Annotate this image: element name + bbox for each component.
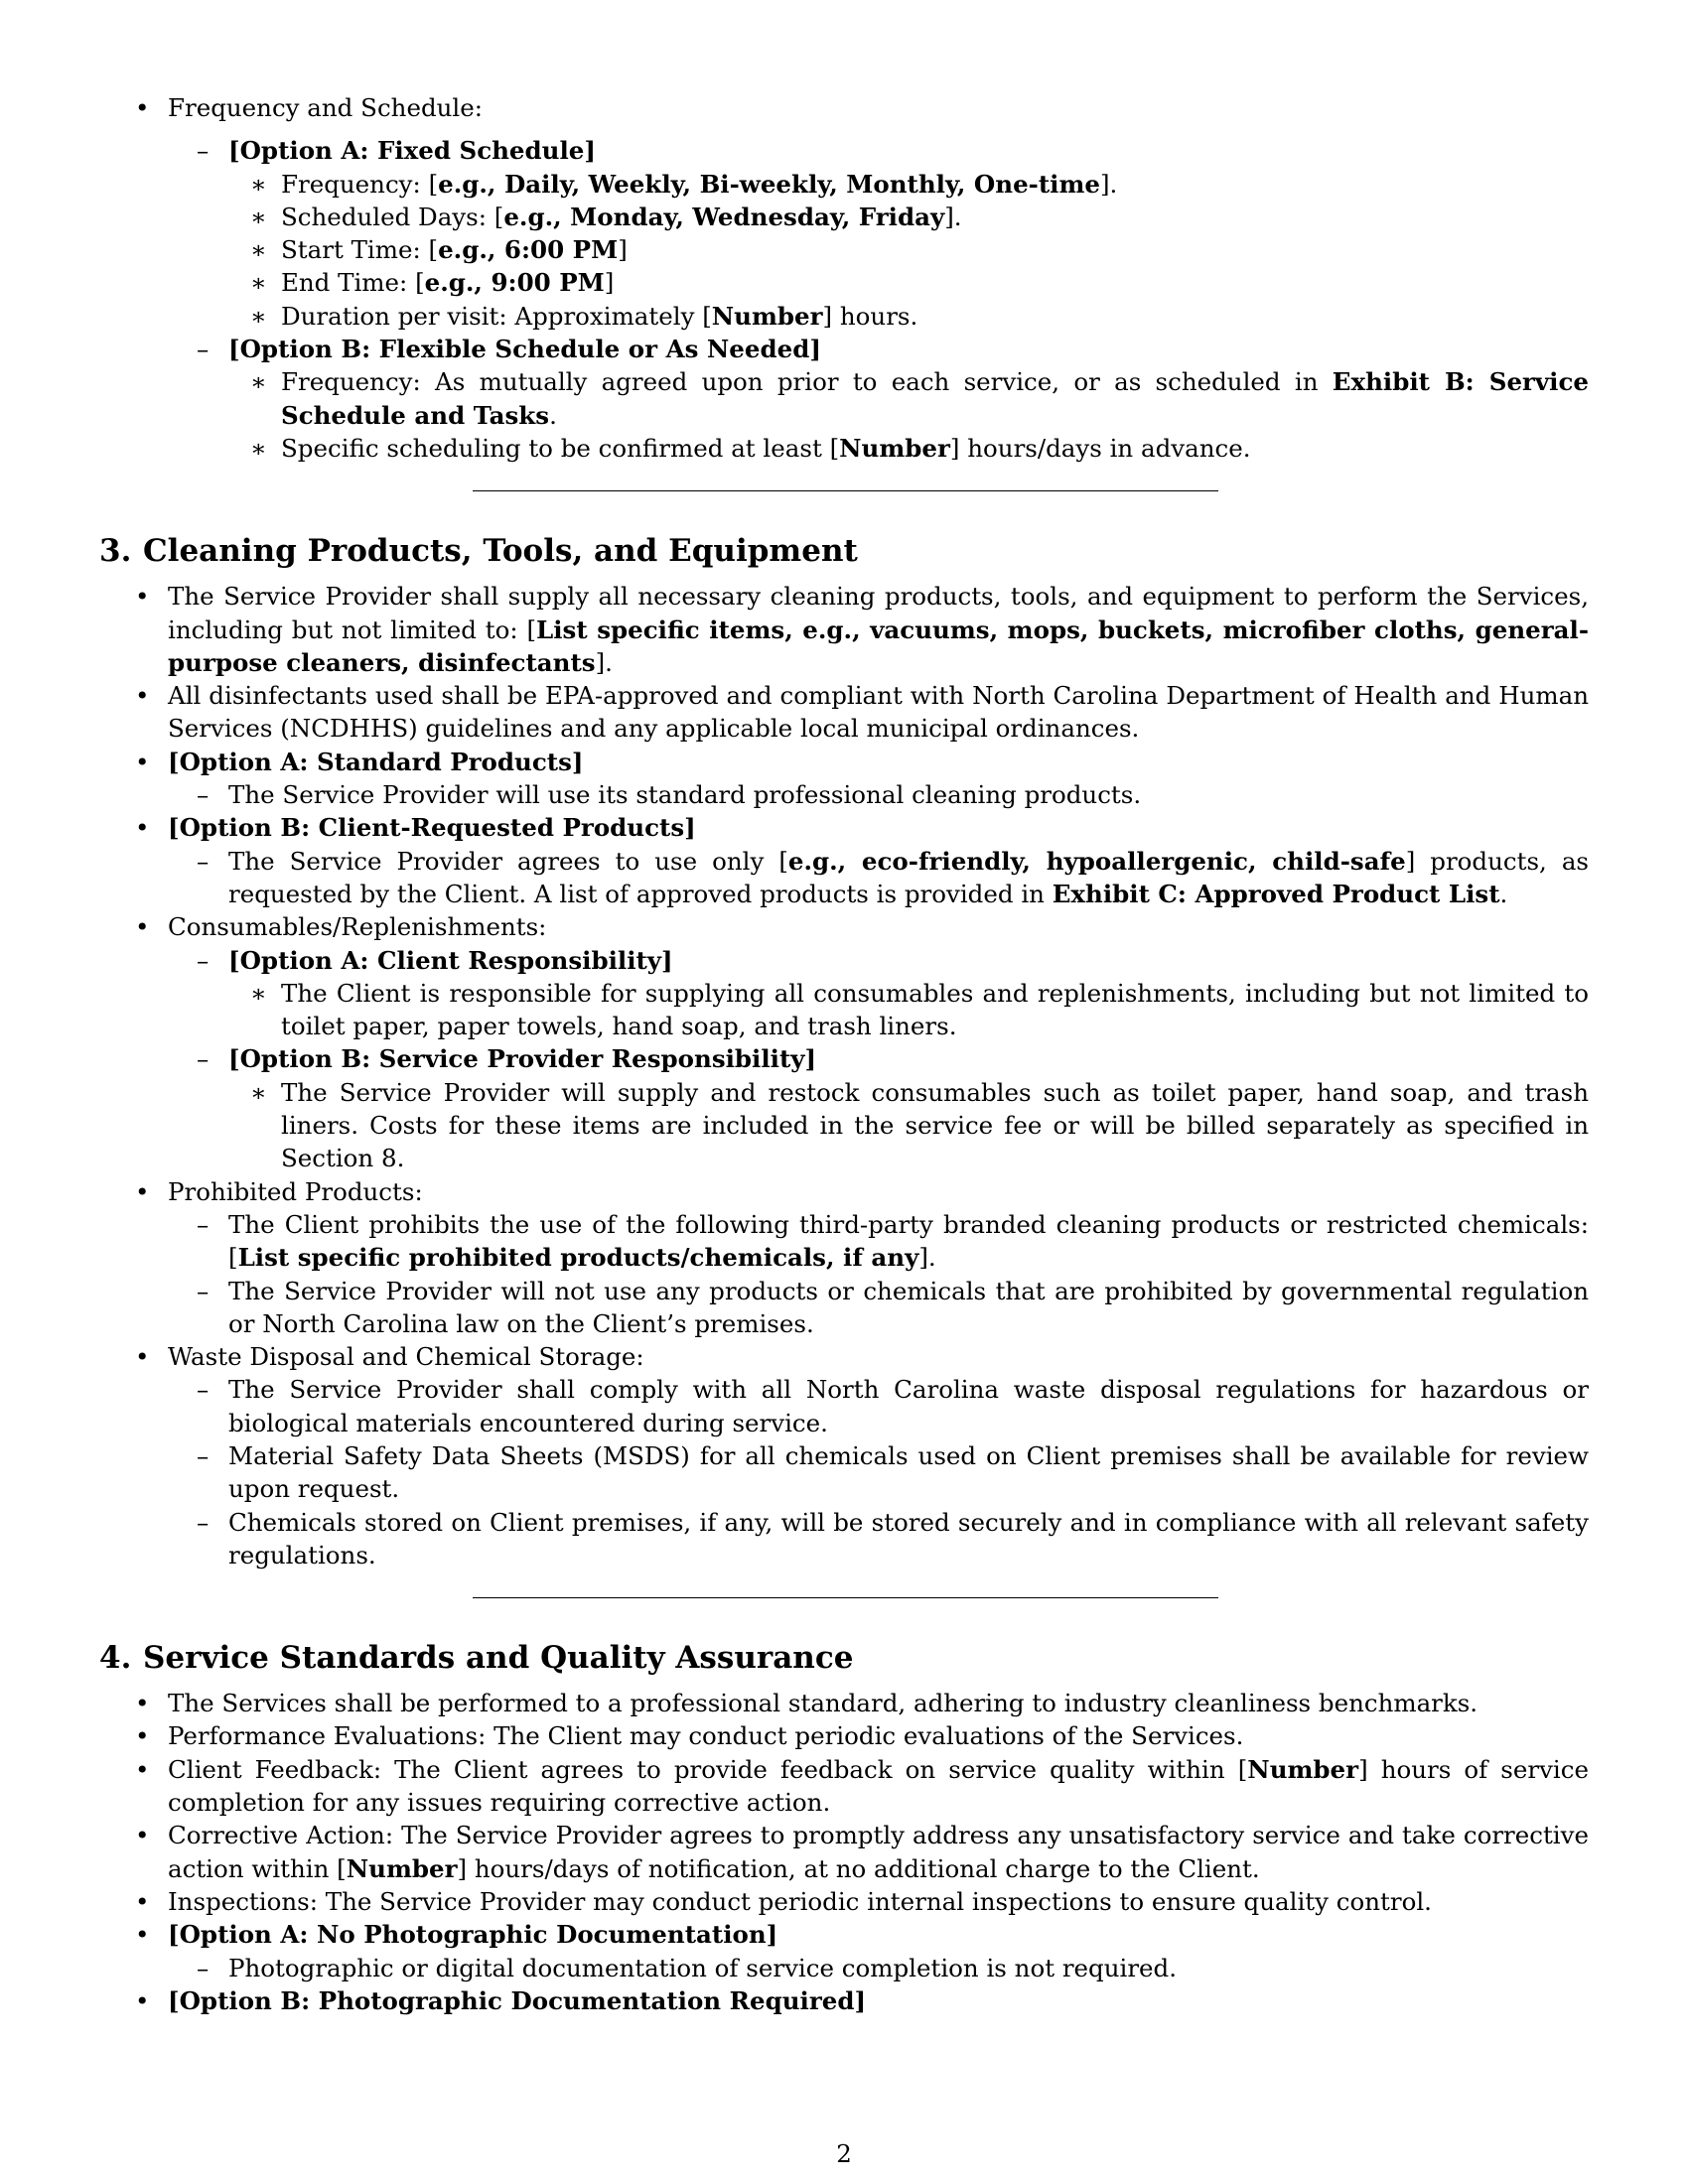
placeholder-value: e.g., Daily, Weekly, Bi-weekly, Monthly, One-time bbox=[438, 169, 1100, 199]
dash-marker: – bbox=[197, 1375, 210, 1405]
sub-sub-item: ∗ Duration per visit: Approximately [Number] hours. bbox=[99, 300, 1589, 333]
item-text: Inspections: The Service Provider may conduct periodic internal inspections to ensure quality control. bbox=[168, 1886, 1432, 1916]
bullet-marker: • bbox=[135, 681, 150, 711]
star-marker: ∗ bbox=[250, 268, 267, 298]
placeholder-value: e.g., Monday, Wednesday, Friday bbox=[503, 202, 945, 231]
star-marker: ∗ bbox=[250, 1077, 267, 1107]
placeholder-value: e.g., 9:00 PM bbox=[424, 268, 605, 298]
item-label: Duration per visit: Approximately bbox=[281, 301, 703, 331]
item-suffix: . bbox=[605, 647, 613, 677]
dash-marker: – bbox=[197, 136, 210, 166]
item-text: Performance Evaluations: The Client may conduct periodic evaluations of the Services. bbox=[168, 1721, 1244, 1751]
dash-marker: – bbox=[197, 780, 210, 810]
sub-item bbox=[99, 1952, 1589, 1984]
bullet-marker: • bbox=[135, 747, 150, 776]
section-number: 4. bbox=[99, 1640, 132, 1677]
star-marker: ∗ bbox=[250, 301, 267, 331]
exhibit-reference: Exhibit C: Approved Product List bbox=[1052, 879, 1500, 908]
bullet-marker: • bbox=[135, 1342, 150, 1372]
dash-marker: – bbox=[197, 1507, 210, 1537]
page-content bbox=[99, 91, 1589, 2017]
option-label: [Option A: Standard Products] bbox=[168, 747, 584, 776]
star-marker: ∗ bbox=[250, 367, 267, 397]
list-item: • The Service Provider shall supply all necessary cleaning products, tools, and equipment to perform the Services, including but not limited to: [List specific items, e.g., vacuums, mops, buckets, microfiber cloths, general-purpose cleaners, disinfectants]. bbox=[135, 582, 1590, 677]
item-suffix: . bbox=[1109, 169, 1118, 199]
item-text: Specific scheduling to be confirmed at least bbox=[281, 433, 830, 463]
section-title: Cleaning Products, Tools, and Equipment bbox=[143, 533, 858, 570]
list-item-option bbox=[99, 811, 1589, 844]
item-text: hours of service completion for any issues requiring corrective action. bbox=[168, 1754, 1589, 1818]
placeholder-value: Number bbox=[839, 433, 950, 463]
section-title: Service Standards and Quality Assurance bbox=[143, 1640, 854, 1677]
item-text: The Service Provider will not use any products or chemicals that are prohibited by governmental regulation or North Carolina law on the Client’s premises. bbox=[228, 1276, 1589, 1338]
horizontal-rule bbox=[473, 490, 1218, 491]
bullet-marker: • bbox=[135, 1985, 150, 2015]
sub-item bbox=[99, 1506, 1589, 1572]
item-text: Material Safety Data Sheets (MSDS) for all chemicals used on Client premises shall be available for review upon request. bbox=[228, 1440, 1589, 1504]
sub-item bbox=[99, 778, 1589, 811]
section-4-heading bbox=[99, 1638, 1589, 1678]
list-item-frequency-schedule bbox=[99, 91, 1589, 124]
sub-sub-item: ∗ Specific scheduling to be confirmed at least [Number] hours/days in advance. bbox=[99, 432, 1589, 465]
bullet-marker: • bbox=[135, 1689, 150, 1718]
sub-item: – The Client prohibits the use of the following third-party branded cleaning products or restricted chemicals: [List specific prohibited products/chemicals, if any]. bbox=[197, 1209, 1589, 1273]
list-item bbox=[99, 1885, 1589, 1918]
dash-marker: – bbox=[197, 1276, 210, 1305]
item-text: All disinfectants used shall be EPA-approved and compliant with North Carolina Department of Health and Human Services (NCDHHS) guidelines and any applicable local municipal ordinances. bbox=[168, 681, 1589, 744]
item-text: The Service Provider will supply and restock consumables such as toilet paper, hand soap, and trash liners. Costs for these items are included in the service fee or will be billed separately as specified in Section 8. bbox=[281, 1077, 1589, 1173]
item-text: Chemicals stored on Client premises, if any, will be stored securely and in compliance with all relevant safety regulations. bbox=[228, 1507, 1589, 1570]
item-text: The Service Provider agrees to use only bbox=[228, 846, 779, 876]
placeholder-value: Number bbox=[346, 1853, 458, 1883]
item-text: The Service Provider shall supply all necessary cleaning products, tools, and equipment to perform the Services, including but not limited to: bbox=[168, 582, 1589, 644]
item-text: Prohibited Products: bbox=[168, 1176, 423, 1206]
item-suffix: . bbox=[1499, 879, 1508, 908]
sub-item-option bbox=[99, 1042, 1589, 1075]
option-label: [Option B: Service Provider Responsibility] bbox=[228, 1044, 817, 1074]
item-suffix: . bbox=[927, 1243, 936, 1273]
item-text: Consumables/Replenishments: bbox=[168, 912, 547, 942]
item-text: hours/days of notification, at no additional charge to the Client. bbox=[467, 1853, 1260, 1883]
star-marker: ∗ bbox=[250, 433, 267, 463]
bullet-marker: • bbox=[135, 1920, 150, 1950]
option-label: [Option B: Flexible Schedule or As Needed] bbox=[228, 335, 821, 364]
bullet-marker: • bbox=[135, 813, 150, 843]
item-text: The Client is responsible for supplying all consumables and replenishments, including but not limited to toilet paper, paper towels, hand soap, and trash liners. bbox=[281, 978, 1589, 1041]
horizontal-rule bbox=[473, 1597, 1218, 1598]
placeholder-value: List specific items, e.g., vacuums, mops, buckets, microfiber cloths, general-purpose cleaners, disinfectants bbox=[168, 614, 1590, 677]
list-item-option bbox=[99, 746, 1589, 778]
section-3-heading bbox=[99, 531, 1589, 571]
placeholder-value: List specific prohibited products/chemicals, if any bbox=[237, 1243, 919, 1273]
list-item bbox=[99, 1719, 1589, 1752]
option-label: [Option A: No Photographic Documentation] bbox=[168, 1920, 778, 1950]
sub-sub-item bbox=[99, 365, 1589, 432]
sub-sub-item: ∗ Scheduled Days: [e.g., Monday, Wednesday, Friday]. bbox=[99, 201, 1589, 233]
sub-item-option bbox=[99, 944, 1589, 977]
item-text: The Service Provider shall comply with all North Carolina waste disposal regulations for hazardous or biological materials encountered during service. bbox=[228, 1375, 1589, 1437]
star-marker: ∗ bbox=[250, 235, 267, 265]
item-label: Scheduled Days: bbox=[281, 202, 494, 231]
sub-sub-item bbox=[99, 1076, 1589, 1175]
list-item bbox=[99, 1175, 1589, 1208]
bullet-marker: • bbox=[135, 1176, 150, 1206]
bullet-marker: • bbox=[135, 1886, 150, 1916]
item-suffix: . bbox=[549, 400, 557, 430]
bullet-marker: • bbox=[135, 93, 150, 122]
dash-marker: – bbox=[197, 335, 210, 364]
item-text: The Client prohibits the use of the following third-party branded cleaning products or restricted chemicals: bbox=[228, 1209, 1589, 1239]
item-text: Client Feedback: The Client agrees to provide feedback on service quality within bbox=[168, 1754, 1238, 1784]
item-label: End Time: bbox=[281, 268, 416, 298]
section-number: 3. bbox=[99, 533, 132, 570]
sub-item-option-a-fixed bbox=[99, 134, 1589, 167]
dash-marker: – bbox=[197, 945, 210, 975]
star-marker: ∗ bbox=[250, 978, 267, 1008]
bullet-marker: • bbox=[135, 912, 150, 942]
placeholder-value: e.g., eco-friendly, hypoallergenic, child-safe bbox=[787, 846, 1406, 876]
sub-sub-item: ∗ End Time: [e.g., 9:00 PM] bbox=[99, 266, 1589, 299]
star-marker: ∗ bbox=[250, 202, 267, 231]
list-item: • Client Feedback: The Client agrees to provide feedback on service quality within [Number] hours of service completion for any issues requiring corrective action. bbox=[135, 1754, 1589, 1818]
option-label: [Option B: Photographic Documentation Required] bbox=[168, 1985, 867, 2015]
sub-item bbox=[99, 1439, 1589, 1506]
sub-item-option-b-flexible bbox=[99, 333, 1589, 365]
item-text: Waste Disposal and Chemical Storage: bbox=[168, 1342, 644, 1372]
page-number: 2 bbox=[836, 2139, 852, 2168]
sub-sub-item: ∗ Frequency: [e.g., Daily, Weekly, Bi-weekly, Monthly, One-time]. bbox=[99, 168, 1589, 201]
bullet-marker: • bbox=[135, 1754, 150, 1784]
dash-marker: – bbox=[197, 1209, 210, 1239]
dash-marker: – bbox=[197, 1440, 210, 1470]
placeholder-value: Number bbox=[1247, 1754, 1359, 1784]
item-suffix: hours. bbox=[832, 301, 918, 331]
item-text: Photographic or digital documentation of service completion is not required. bbox=[228, 1953, 1178, 1982]
option-label: [Option A: Client Responsibility] bbox=[228, 945, 673, 975]
item-label: Start Time: bbox=[281, 235, 429, 265]
sub-sub-item bbox=[99, 977, 1589, 1043]
bullet-marker: • bbox=[135, 1821, 150, 1850]
item-suffix: hours/days in advance. bbox=[959, 433, 1251, 463]
dash-marker: – bbox=[197, 846, 210, 876]
item-text: Corrective Action: The Service Provider agrees to promptly address any unsatisfactory service and take corrective action within bbox=[168, 1821, 1589, 1883]
option-label: [Option A: Fixed Schedule] bbox=[228, 136, 596, 166]
item-text: Frequency and Schedule: bbox=[168, 93, 483, 122]
dash-marker: – bbox=[197, 1953, 210, 1982]
item-label: Frequency: bbox=[281, 169, 429, 199]
item-text: Frequency: As mutually agreed upon prior to each service, or as scheduled in bbox=[281, 367, 1333, 397]
list-item bbox=[99, 1687, 1589, 1719]
bullet-marker: • bbox=[135, 582, 150, 612]
list-item-option bbox=[99, 1918, 1589, 1951]
placeholder-value: e.g., 6:00 PM bbox=[438, 235, 619, 265]
dash-marker: – bbox=[197, 1044, 210, 1074]
list-item-option bbox=[99, 1984, 1589, 2017]
sub-item: – The Service Provider agrees to use only [e.g., eco-friendly, hypoallergenic, child-safe] products, as requested by the Client. A list of approved products is provided in Exhibit C: Approved Product List. bbox=[197, 846, 1589, 908]
placeholder-value: Number bbox=[711, 301, 823, 331]
list-item bbox=[99, 1340, 1589, 1373]
item-suffix: . bbox=[953, 202, 962, 231]
item-text: products, as requested by the Client. A list of approved products is provided in bbox=[228, 846, 1589, 908]
bullet-marker: • bbox=[135, 1721, 150, 1751]
sub-sub-item: ∗ Start Time: [e.g., 6:00 PM] bbox=[99, 233, 1589, 266]
exhibit-reference: Exhibit B: Service Schedule and Tasks bbox=[281, 367, 1589, 430]
item-text: The Service Provider will use its standard professional cleaning products. bbox=[228, 780, 1142, 810]
list-item: • Corrective Action: The Service Provider agrees to promptly address any unsatisfactory service and take corrective action within [Number] hours/days of notification, at no additional charge to the Client. bbox=[135, 1821, 1589, 1883]
item-text: The Services shall be performed to a professional standard, adhering to industry cleanliness benchmarks. bbox=[168, 1689, 1478, 1718]
sub-item bbox=[99, 1275, 1589, 1341]
list-item bbox=[99, 679, 1589, 746]
list-item bbox=[99, 910, 1589, 943]
option-label: [Option B: Client-Requested Products] bbox=[168, 813, 696, 843]
sub-item bbox=[99, 1373, 1589, 1439]
star-marker: ∗ bbox=[250, 169, 267, 199]
